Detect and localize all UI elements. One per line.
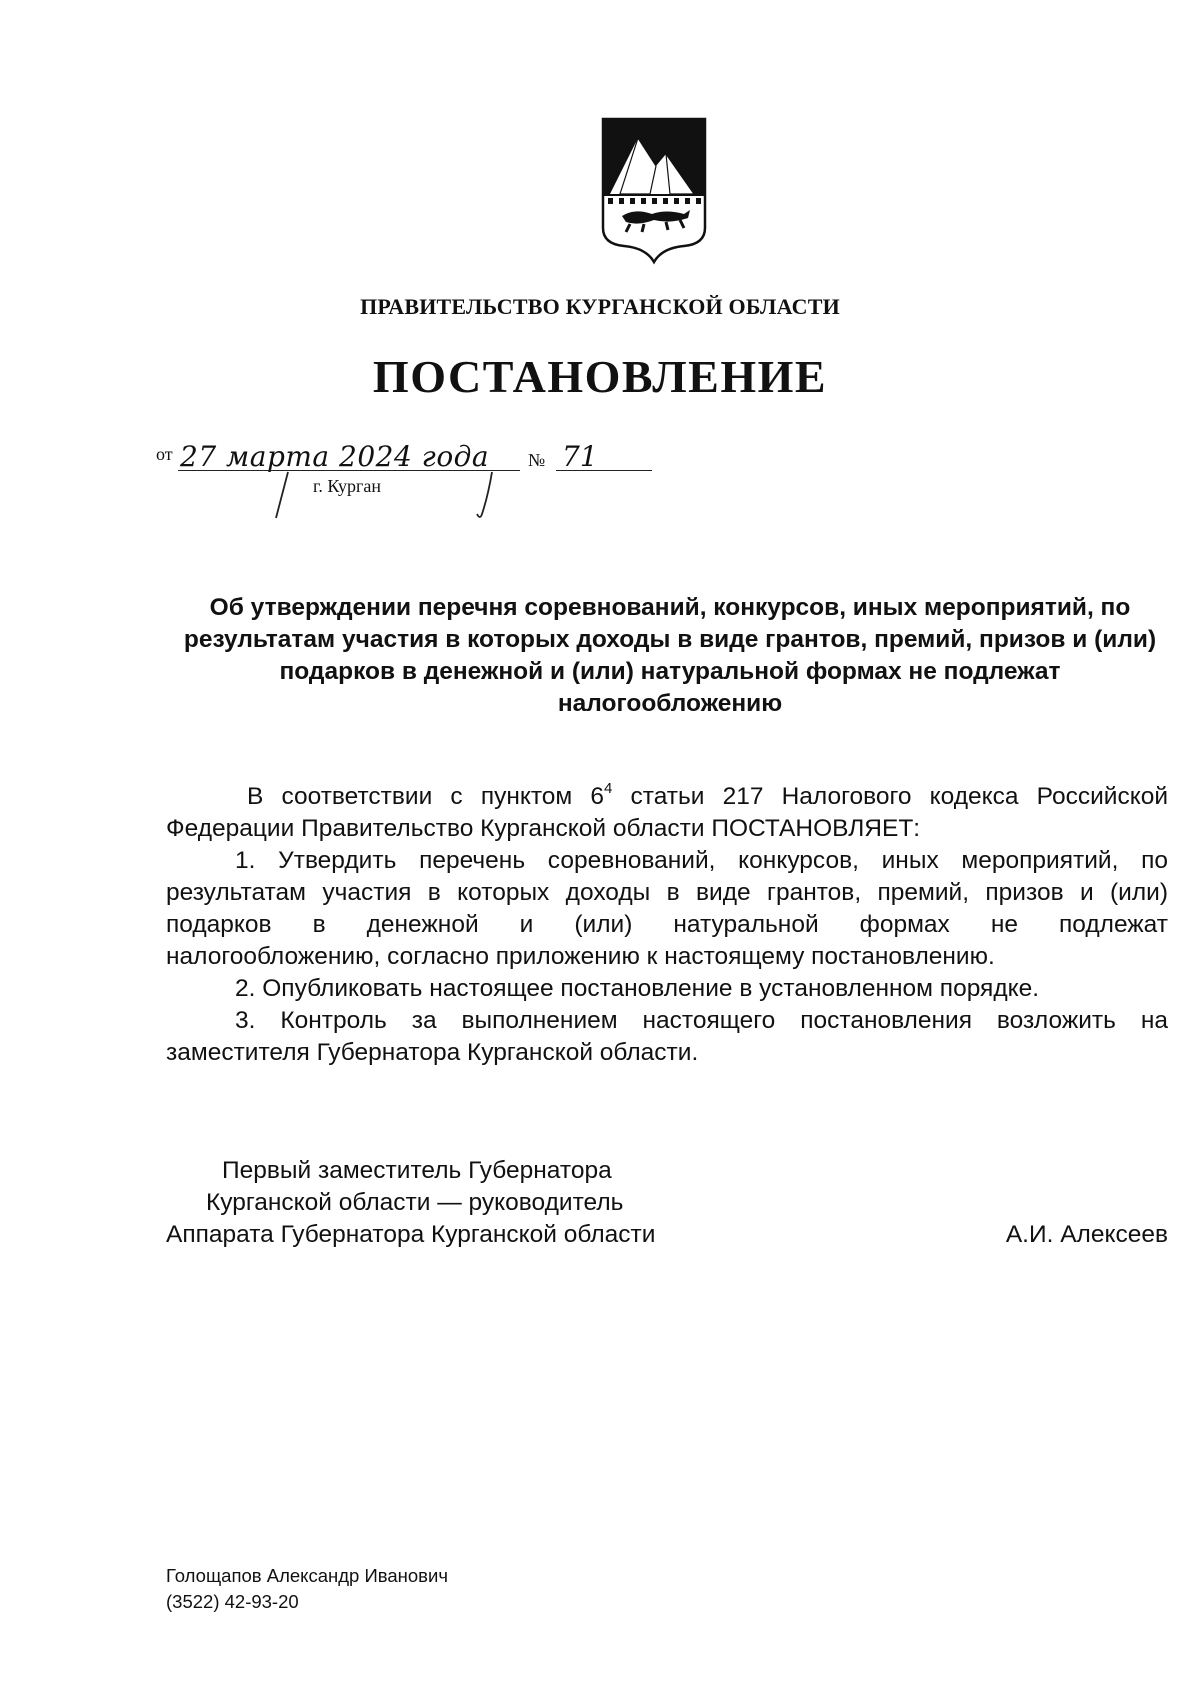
number-underline (556, 470, 652, 471)
government-name: ПРАВИТЕЛЬСТВО КУРГАНСКОЙ ОБЛАСТИ (360, 294, 840, 319)
paragraph-item-1-line-2: результатам участия в которых доходы в виде грантов, премий, призов и (или) (166, 879, 1168, 906)
handwritten-number: 71 (562, 440, 598, 473)
paragraph-item-3-line-1: 3. Контроль за выполнением настоящего постановления возложить на (235, 1007, 1168, 1034)
superscript: 4 (604, 780, 613, 797)
signatory-name: А.И. Алексеев (1005, 1221, 1168, 1248)
signatory-title-line-2: Курганской области — руководитель (206, 1189, 624, 1216)
paragraph-item-3-line-2: заместителя Губернатора Курганской области. (166, 1039, 699, 1066)
signatory-title-line-1: Первый заместитель Губернатора (222, 1157, 612, 1184)
city-label: г. Курган (313, 476, 382, 496)
handwritten-date: 27 марта 2024 года (180, 440, 490, 473)
date-underline (178, 470, 520, 471)
paragraph-preamble-line-2: Федерации Правительство Курганской области ПОСТАНОВЛЯЕТ: (166, 815, 921, 842)
date-from-label: от (156, 444, 173, 464)
executor-name: Голощапов Александр Иванович (166, 1565, 448, 1586)
paragraph-item-1-line-1: 1. Утвердить перечень соревнований, конкурсов, иных мероприятий, по (235, 847, 1168, 874)
coat-of-arms-icon (600, 116, 708, 266)
paragraph-item-1-line-4: налогообложению, согласно приложению к настоящему постановлению. (166, 943, 995, 970)
pen-stroke (474, 470, 496, 522)
number-label: № (528, 450, 546, 470)
paragraph-preamble-line-1: В соответствии с пунктом $6^4$ статьи 217 Налогового кодекса Российской (247, 780, 1168, 810)
paragraph-item-2: 2. Опубликовать настоящее постановление в установленном порядке. (235, 975, 1040, 1002)
executor-phone: (3522) 42-93-20 (166, 1591, 299, 1612)
pen-stroke (272, 470, 292, 520)
signatory-title-line-3: Аппарата Губернатора Курганской области (166, 1221, 656, 1248)
document-title: Об утверждении перечня соревнований, конкурсов, иных мероприятий, по результатам участия в которых доходы в виде грантов, премий, призов и (или) подарков в денежной и (или) натуральной формах не подлежат налогообложению (183, 594, 1157, 717)
paragraph-item-1-line-3: подарков в денежной и (или) натуральной формах не подлежат (166, 911, 1168, 938)
document-type: ПОСТАНОВЛЕНИЕ (372, 351, 828, 402)
